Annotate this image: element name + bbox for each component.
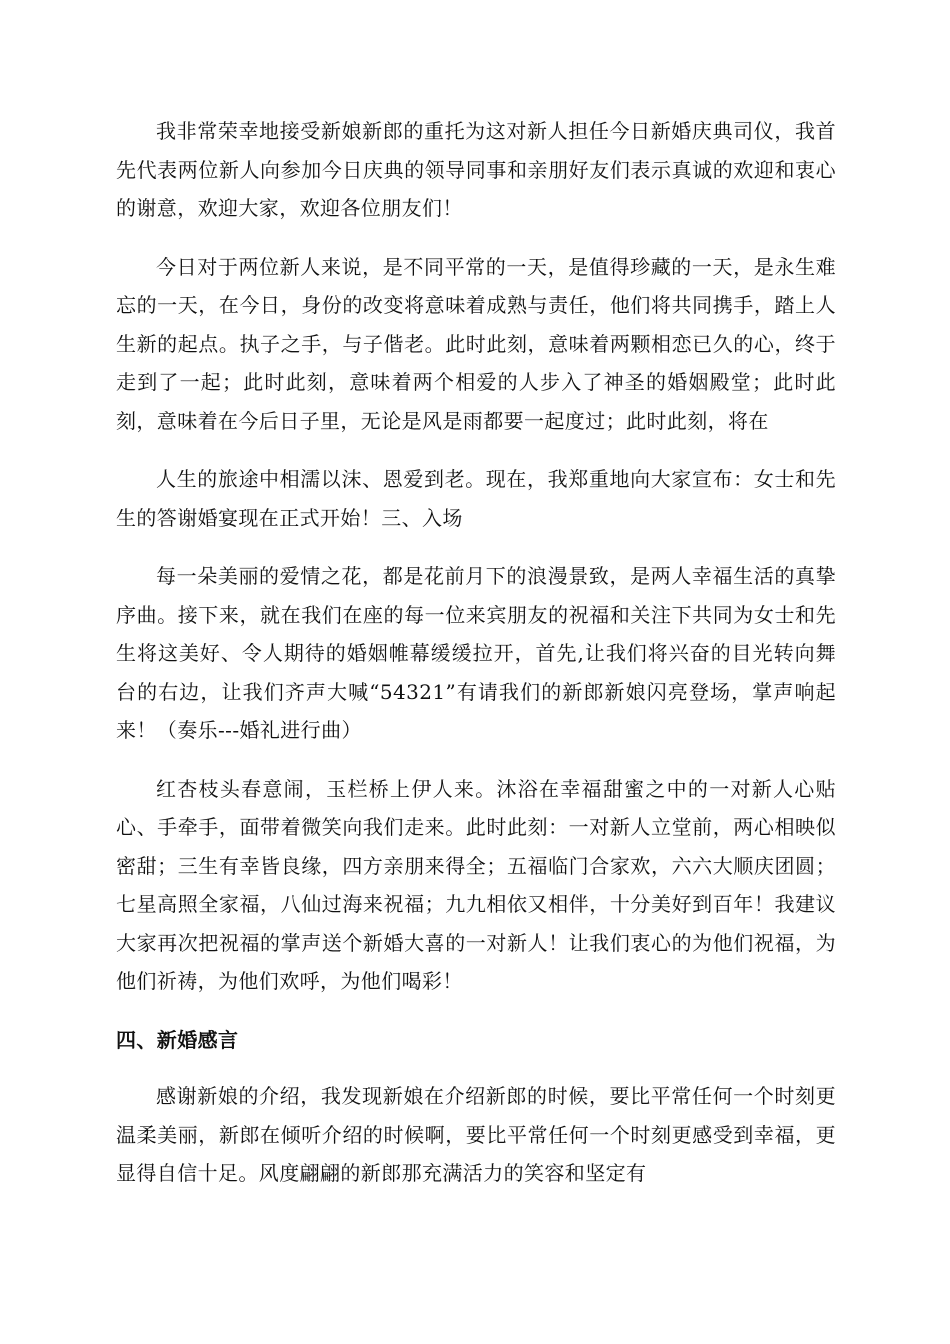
section-heading: 四、新婚感言: [116, 1027, 239, 1052]
paragraph-opening: 我非常荣幸地接受新娘新郎的重托为这对新人担任今日新婚庆典司仪，我首先代表两位新人向参加今日庆典的领导同事和亲朋好友们表示真诚的欢迎和衷心的谢意，欢迎大家，欢迎各位朋友们！: [116, 119, 836, 220]
paragraph-today: 今日对于两位新人来说，是不同平常的一天，是值得珍藏的一天，是永生难忘的一天，在今日，身份的改变将意味着成熟与责任，他们将共同携手，踏上人生新的起点。执子之手，与子偕老。此时此刻，意味着两颗相恋已久的心，终于走到了一起；此时此刻，意味着两个相爱的人步入了神圣的婚姻殿堂；此时此刻，意味着在今后日子里，无论是风是雨都要一起度过；此时此刻，将在: [116, 254, 836, 433]
paragraph-entrance: 每一朵美丽的爱情之花，都是花前月下的浪漫景致，是两人幸福生活的真挚序曲。接下来，就在我们在座的每一位来宾朋友的祝福和关注下共同为女士和先生将这美好、令人期待的婚姻帷幕缓缓拉开，首先,让我们将兴奋的目光转向舞台的右边，让我们齐声大喊“54321”有请我们的新郎新娘闪亮登场，掌声响起来！（奏乐---婚礼进行曲）: [116, 564, 836, 742]
document-page: [116, 112, 836, 1213]
paragraph-announcement: 人生的旅途中相濡以沫、恩爱到老。现在，我郑重地向大家宣布：女士和先生的答谢婚宴现在正式开始！三、入场: [116, 467, 836, 530]
paragraph-thanks: 感谢新娘的介绍，我发现新娘在介绍新郎的时候，要比平常任何一个时刻更温柔美丽，新郎在倾听介绍的时候啊，要比平常任何一个时刻更感受到幸福，更显得自信十足。风度翩翩的新郎那充满活力的笑容和坚定有: [116, 1084, 836, 1185]
paragraph-blessing: 红杏枝头春意闹，玉栏桥上伊人来。沐浴在幸福甜蜜之中的一对新人心贴心、手牵手，面带着微笑向我们走来。此时此刻：一对新人立堂前，两心相映似密甜；三生有幸皆良缘，四方亲朋来得全；五福临门合家欢，六六大顺庆团圆；七星高照全家福，八仙过海来祝福；九九相依又相伴，十分美好到百年！我建议大家再次把祝福的掌声送个新婚大喜的一对新人！让我们衷心的为他们祝福，为他们祈祷，为他们欢呼，为他们喝彩！: [116, 776, 836, 993]
